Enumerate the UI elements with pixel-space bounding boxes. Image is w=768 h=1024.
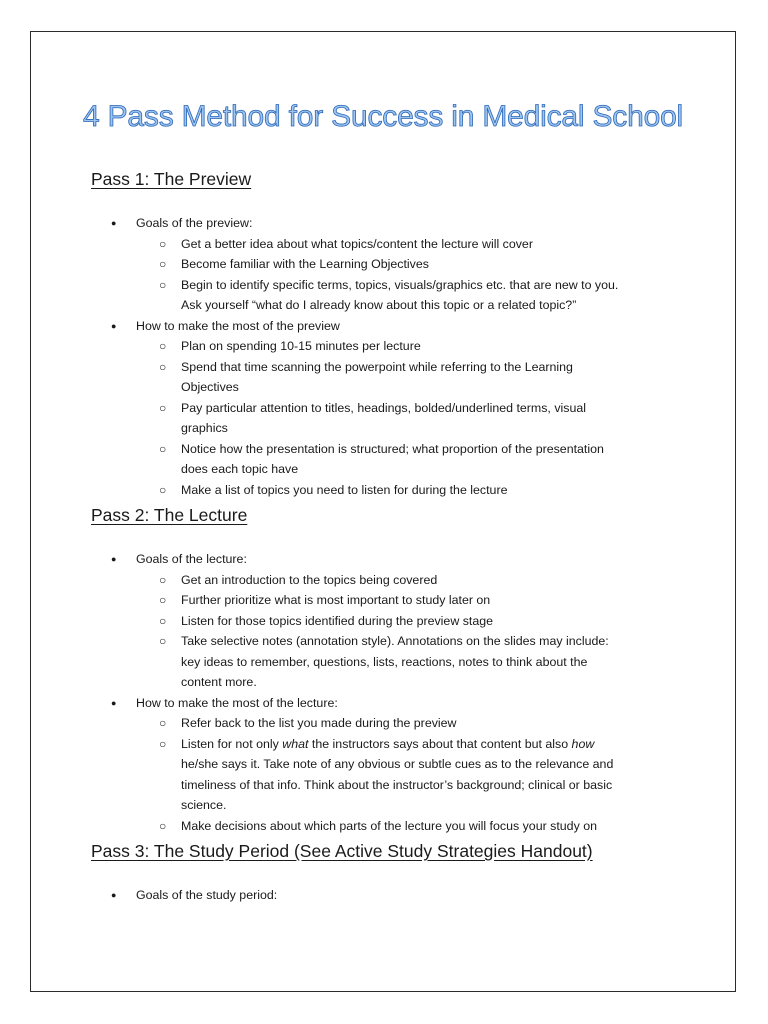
sub-bullet-line: Pay particular attention to titles, headings, bolded/underlined terms, visual	[181, 400, 586, 415]
section-heading: Pass 2: The Lecture	[91, 505, 248, 525]
sub-bullet-line: Become familiar with the Learning Objectives	[181, 257, 429, 271]
bullet-circle-icon: ○	[159, 400, 167, 415]
section-heading: Pass 3: The Study Period (See Active Study Strategies Handout)	[91, 841, 593, 861]
sub-bullet-line: Get a better idea about what topics/content the lecture will cover	[181, 236, 533, 251]
bullet-circle-icon: ○	[159, 818, 167, 833]
bullet-disc-icon: ●	[111, 554, 117, 564]
bullet-circle-icon: ○	[159, 236, 167, 251]
document-page	[30, 31, 736, 992]
bullet-item: Goals of the study period:	[136, 888, 278, 902]
sub-bullet-line: Objectives	[181, 380, 239, 394]
sub-bullet-line: Spend that time scanning the powerpoint while referring to the Learning	[181, 359, 573, 374]
bullet-item: How to make the most of the lecture:	[136, 695, 338, 710]
section-heading: Pass 1: The Preview	[91, 169, 252, 189]
bullet-circle-icon: ○	[159, 634, 167, 648]
sub-bullet-line: he/she says it. Take note of any obvious or subtle cues as to the relevance and	[181, 757, 614, 771]
bullet-circle-icon: ○	[159, 359, 167, 374]
document-title: 4 Pass Method for Success in Medical School	[82, 100, 684, 133]
sub-bullet-line: content more.	[181, 675, 257, 689]
sub-bullet-line: Take selective notes (annotation style). Annotations on the slides may include:	[181, 634, 609, 648]
bullet-circle-icon: ○	[159, 613, 167, 628]
sub-bullet-line: timeliness of that info. Think about the instructor’s background; clinical or basic	[181, 777, 613, 792]
sub-bullet-line: Refer back to the list you made during the preview	[181, 716, 457, 730]
bullet-circle-icon: ○	[159, 441, 167, 456]
sub-bullet-line: Notice how the presentation is structured; what proportion of the presentation	[181, 441, 604, 456]
bullet-item: Goals of the preview:	[136, 216, 253, 230]
bullet-circle-icon: ○	[159, 277, 167, 292]
sub-bullet-line: key ideas to remember, questions, lists, reactions, notes to think about the	[181, 654, 588, 669]
bullet-item: Goals of the lecture:	[136, 552, 247, 566]
bullet-disc-icon: ●	[111, 890, 117, 900]
bullet-circle-icon: ○	[159, 257, 167, 271]
sub-bullet-line: Begin to identify specific terms, topics, visuals/graphics etc. that are new to you.	[181, 277, 619, 292]
bullet-circle-icon: ○	[159, 572, 167, 587]
bullet-disc-icon: ●	[111, 320, 117, 331]
sub-bullet-line: Listen for those topics identified during the preview stage	[181, 613, 494, 628]
sub-bullet-line: Further prioritize what is most important to study later on	[181, 593, 491, 607]
bullet-item: How to make the most of the preview	[136, 318, 340, 333]
sub-bullet-line: Make decisions about which parts of the lecture you will focus your study on	[181, 818, 597, 833]
sub-bullet-line: graphics	[181, 421, 228, 435]
sub-bullet-line: Get an introduction to the topics being covered	[181, 572, 438, 587]
bullet-circle-icon: ○	[159, 482, 167, 497]
sub-bullet-line: does each topic have	[181, 462, 299, 476]
bullet-disc-icon: ●	[111, 697, 117, 708]
bullet-circle-icon: ○	[159, 339, 167, 353]
sub-bullet-line: Ask yourself “what do I already know about this topic or a related topic?”	[181, 298, 577, 312]
bullet-circle-icon: ○	[159, 716, 167, 730]
sub-bullet-line: science.	[181, 798, 227, 812]
sub-bullet-line: Plan on spending 10-15 minutes per lecture	[181, 339, 421, 353]
sub-bullet-line: Make a list of topics you need to listen for during the lecture	[181, 482, 508, 497]
bullet-circle-icon: ○	[159, 593, 167, 607]
bullet-circle-icon: ○	[159, 736, 167, 751]
bullet-disc-icon: ●	[111, 218, 117, 228]
sub-bullet-line: Listen for not only what the instructors says about that content but also how	[181, 736, 595, 751]
